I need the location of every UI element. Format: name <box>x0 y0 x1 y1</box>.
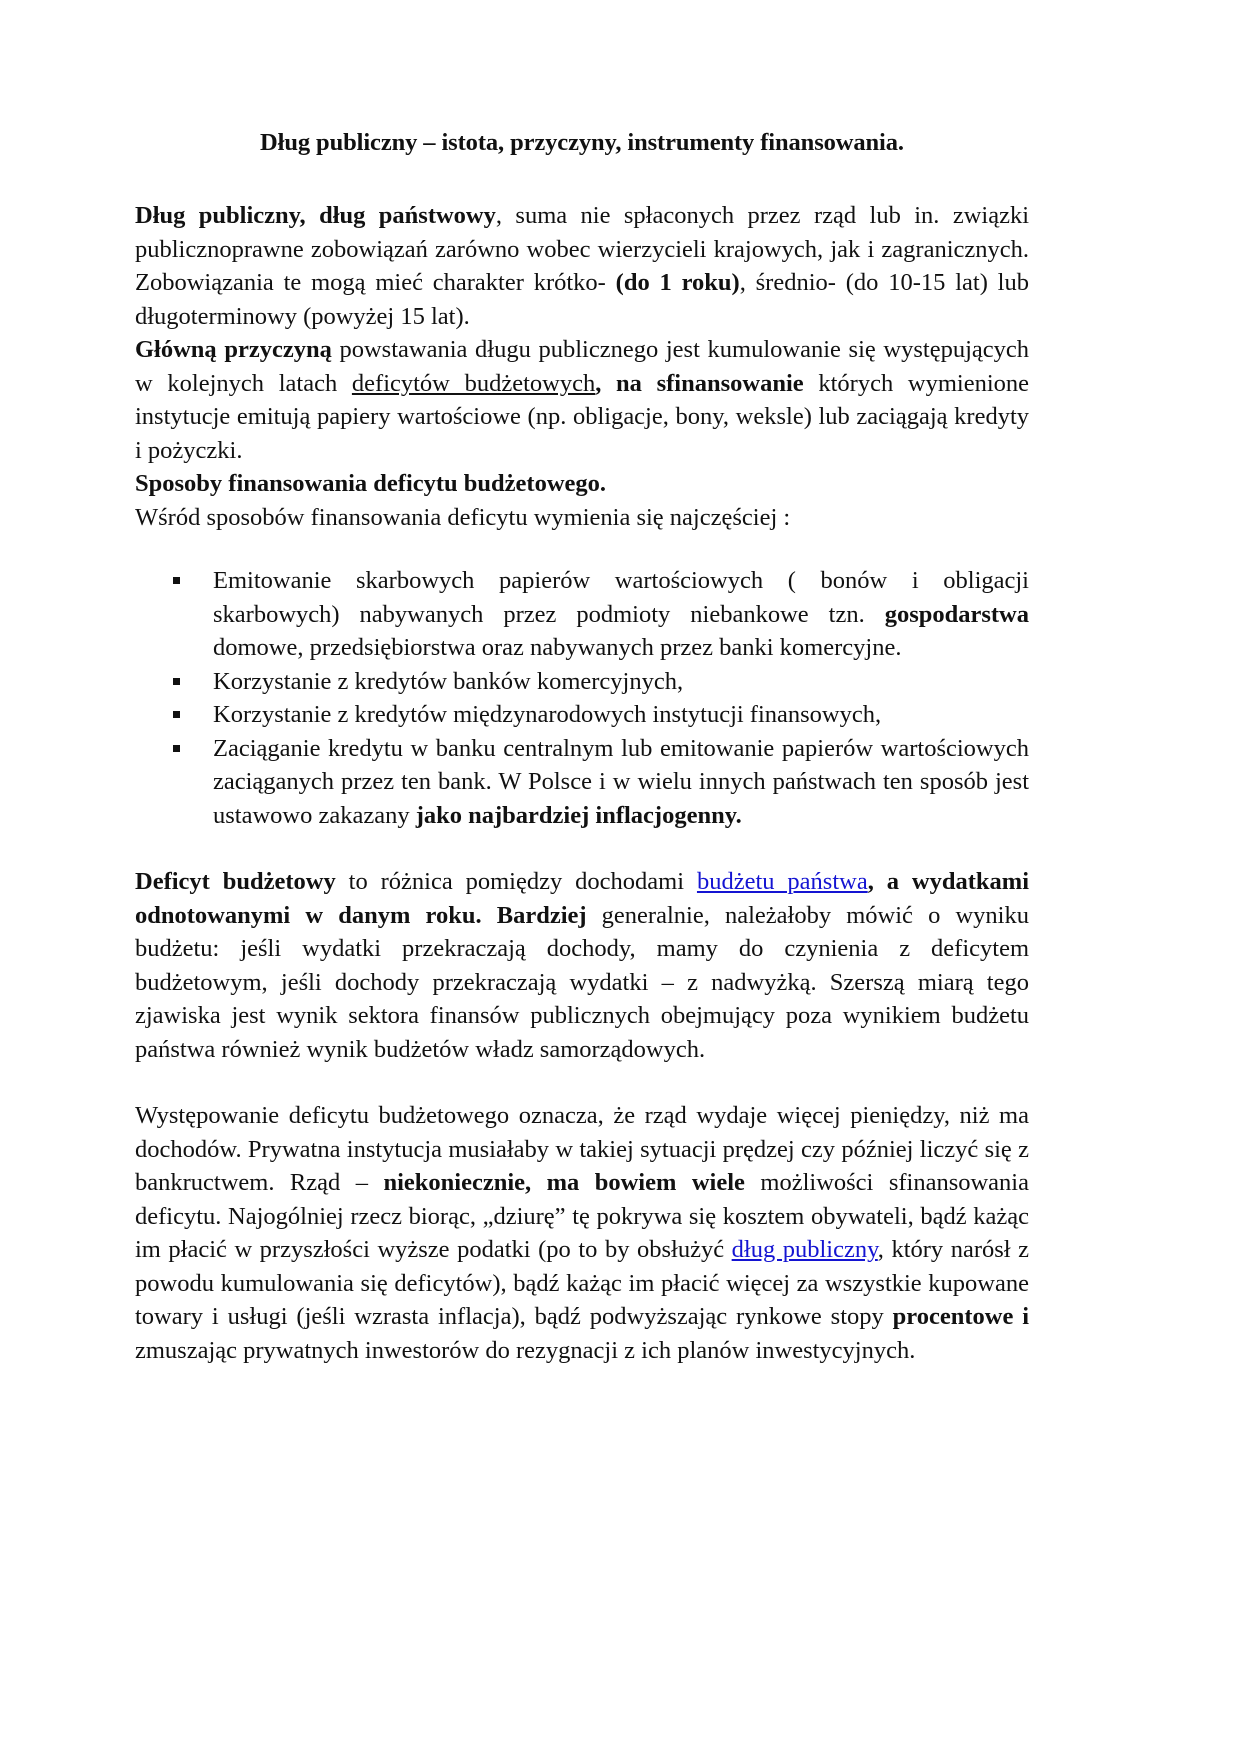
document-content <box>135 128 1029 1367</box>
list-item-text-a: Korzystanie z kredytów banków komercyjnych, <box>213 667 684 695</box>
bullet-square-icon <box>173 745 180 752</box>
paragraph-definition-text-a: , suma nie spłaconych przez rząd lub in. związki publicznoprawne zobowiązań zarówno wobec wierzycieli krajowych, jak i zagranicznych. Zobowiązania te mogą mieć charakter krótko- <box>135 202 1030 297</box>
paragraph-deficit-consequences <box>135 1099 1029 1367</box>
financing-methods-list <box>135 564 1029 832</box>
list-item-bold: jako najbardziej inflacjogenny. <box>415 801 742 829</box>
paragraph-definition-text-b: , średnio- (do 10-15 lat) lub długoterminowy (powyżej 15 lat). <box>135 269 1029 330</box>
paragraph-deficit-consequences-text-c: , który narósł z powodu kumulowania się deficytów), bądź każąc im płacić więcej za wszystkie kupowane towary i usługi (jeśli wzrasta inflacja), bądź podwyższając rynkowe stopy <box>135 1236 1030 1331</box>
list-item-bold: gospodarstwa <box>884 600 1029 628</box>
paragraph-main-cause-text-b: których wymienione instytucje emitują papiery wartościowe (np. obligacje, bony, weksle) lub zaciągają kredyty i pożyczki. <box>135 369 1030 464</box>
paragraph-deficit-consequences-bold-b: procentowe i <box>892 1303 1030 1331</box>
paragraph-budget-deficit-text-a: to różnica pomiędzy dochodami <box>335 868 697 896</box>
page-title: Dług publiczny – istota, przyczyny, instrumenty finansowania. <box>260 129 904 156</box>
bullet-square-icon <box>173 678 180 685</box>
link-state-budget[interactable]: budżetu państwa <box>696 868 868 896</box>
bullet-square-icon <box>173 577 180 584</box>
underlined-budget-deficits[interactable]: deficytów budżetowych <box>351 369 596 397</box>
paragraph-main-cause-bold-b: , na sfinansowanie <box>595 369 804 397</box>
list-item <box>135 698 1029 732</box>
paragraph-deficit-consequences-bold-a: niekoniecznie, ma bowiem wiele <box>383 1169 745 1197</box>
list-item <box>135 564 1029 665</box>
paragraph-budget-deficit <box>135 865 1029 1066</box>
paragraph-main-cause <box>135 333 1029 467</box>
list-item-text-b: domowe, przedsiębiorstwa oraz nabywanych przez banki komercyjne. <box>213 634 902 662</box>
paragraph-deficit-consequences-text-a: Występowanie deficytu budżetowego oznacza, że rząd wydaje więcej pieniędzy, niż ma dochodów. Prywatna instytucja musiałaby w takiej sytuacji prędzej czy później liczyć się z bankructwem. Rząd – <box>135 1102 1029 1197</box>
term-main-cause: Główną przyczyną <box>135 336 332 364</box>
paragraph-budget-deficit-text-b: generalnie, należałoby mówić o wyniku budżetu: jeśli wydatki przekraczają dochody, mamy do czynienia z deficytem budżetowym, jeśli dochody przekraczają wydatki – z nadwyżką. Szerszą miarą tego zjawiska jest wynik sektora finansów publicznych obejmujący poza wynikiem budżetu państwa również wynik budżetów władz samorządowych. <box>135 901 1029 1063</box>
list-item <box>135 732 1029 833</box>
list-item-text-a: Emitowanie skarbowych papierów wartościowych ( bonów i obligacji skarbowych) nabywanych przez podmioty niebankowe tzn. <box>213 567 1029 628</box>
paragraph-budget-deficit-bold-b: , a wydatkami odnotowanymi w danym roku. Bardziej <box>135 868 1030 929</box>
term-budget-deficit: Deficyt budżetowy <box>135 868 336 896</box>
paragraph-deficit-consequences-text-b: możliwości sfinansowania deficytu. Najogólniej rzecz biorąc, „dziurę” tę pokrywa się kosztem obywateli, bądź każąc im płacić w przyszłości wyższe podatki (po to by obsłużyć <box>135 1169 1029 1264</box>
list-item <box>135 665 1029 699</box>
paragraph-definition <box>135 199 1029 333</box>
bullet-square-icon <box>173 711 180 718</box>
list-item-text-a: Korzystanie z kredytów międzynarodowych instytucji finansowych, <box>213 701 882 729</box>
term-public-debt: Dług publiczny, dług państwowy <box>135 202 496 230</box>
paragraph-deficit-consequences-text-d: zmuszając prywatnych inwestorów do rezygnacji z ich planów inwestycyjnych. <box>135 1336 916 1364</box>
term-short-term-period: (do 1 roku) <box>615 269 740 297</box>
paragraph-methods-intro: Wśród sposobów finansowania deficytu wymienia się najczęściej : <box>135 503 791 531</box>
heading-financing-methods: Sposoby finansowania deficytu budżetowego. <box>135 470 607 498</box>
paragraph-main-cause-text-a: powstawania długu publicznego jest kumulowanie się występujących w kolejnych latach <box>135 336 1029 397</box>
link-public-debt[interactable]: dług publiczny <box>731 1236 878 1264</box>
list-item-text-a: Zaciąganie kredytu w banku centralnym lub emitowanie papierów wartościowych zaciąganych przez ten bank. W Polsce i w wielu innych państwach ten sposób jest ustawowo zakazany <box>213 734 1029 829</box>
